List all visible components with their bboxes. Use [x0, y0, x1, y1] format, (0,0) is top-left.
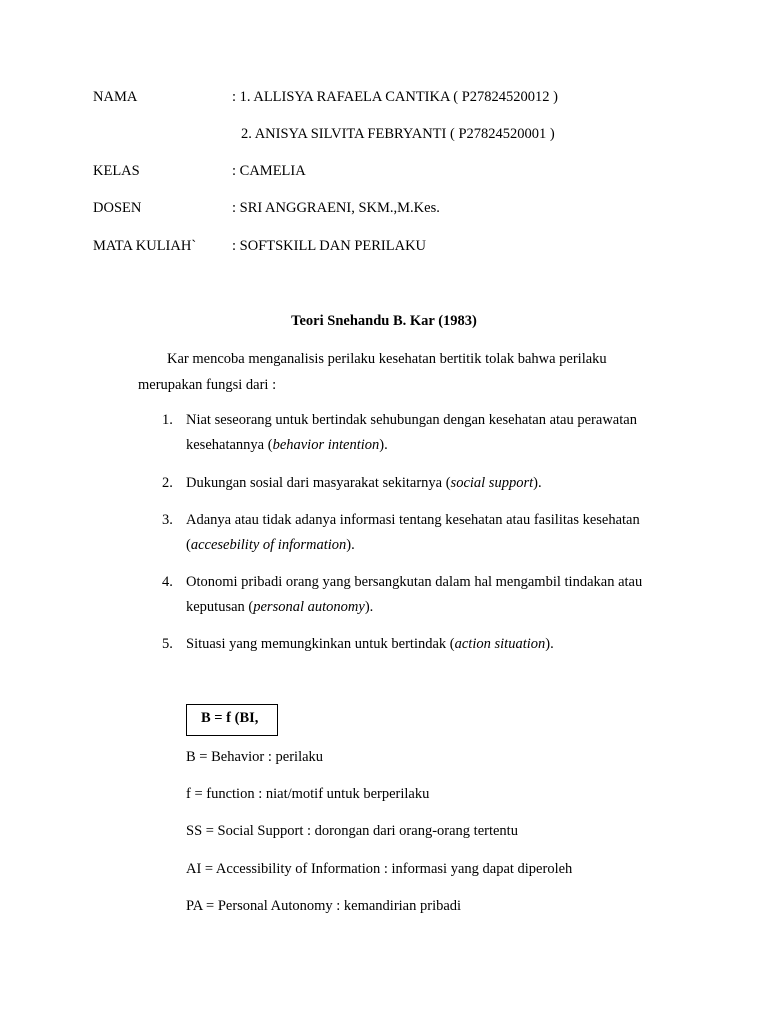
- list-text: [186, 508, 681, 558]
- list-number: 4.: [162, 574, 173, 590]
- list-text-italic: behavior intention: [272, 437, 380, 453]
- mata-kuliah-label: MATA KULIAH`: [93, 238, 197, 254]
- list-number: 5.: [162, 636, 173, 652]
- list-text-after: ).: [379, 437, 388, 453]
- list-text-italic: accesebility of information: [190, 537, 347, 553]
- list-text-after: ).: [346, 537, 355, 553]
- section-title: Teori Snehandu B. Kar (1983): [291, 313, 477, 329]
- nama-value-2: 2. ANISYA SILVITA FEBRYANTI ( P27824520001 ): [241, 126, 555, 142]
- list-text-italic: personal autonomy: [253, 599, 365, 615]
- list-number: 1.: [162, 412, 173, 428]
- list-text-before: Adanya atau tidak adanya informasi tentang kesehatan atau fasilitas kesehatan (: [186, 512, 640, 553]
- formula-box: B = f (BI,: [186, 704, 278, 736]
- list-text-before: Niat seseorang untuk bertindak sehubungan dengan kesehatan atau perawatan kesehatannya (: [186, 412, 637, 453]
- list-number: 2.: [162, 475, 173, 491]
- list-text: [186, 570, 681, 620]
- list-text-before: Otonomi pribadi orang yang bersangkutan dalam hal mengambil tindakan atau keputusan (: [186, 574, 643, 615]
- definition-row: SS = Social Support : dorongan dari orang-orang tertentu: [186, 823, 518, 839]
- kelas-label: KELAS: [93, 163, 140, 179]
- list-text-after: ).: [364, 599, 374, 615]
- definition-row: AI = Accessibility of Information : informasi yang dapat diperoleh: [186, 861, 573, 877]
- list-text-italic: social support: [450, 475, 534, 491]
- list-text: [186, 408, 681, 458]
- mata-kuliah-value: : SOFTSKILL DAN PERILAKU: [232, 238, 427, 254]
- definition-row: B = Behavior : perilaku: [186, 749, 324, 765]
- list-text: [186, 632, 681, 657]
- intro-line-2: merupakan fungsi dari :: [138, 377, 277, 393]
- definition-row: f = function : niat/motif untuk berperilaku: [186, 786, 430, 802]
- intro-line-1: Kar mencoba menganalisis perilaku kesehatan bertitik tolak bahwa perilaku: [167, 351, 607, 367]
- intro-paragraph: [138, 346, 678, 398]
- list-text-after: ).: [533, 475, 542, 491]
- list-text-after: ).: [545, 636, 554, 652]
- dosen-value: : SRI ANGGRAENI, SKM.,M.Kes.: [232, 200, 440, 216]
- nama-label: NAMA: [93, 89, 138, 105]
- list-text-before: Situasi yang memungkinkan untuk bertindak (: [186, 636, 455, 652]
- definition-row: PA = Personal Autonomy : kemandirian pribadi: [186, 898, 462, 914]
- dosen-label: DOSEN: [93, 200, 142, 216]
- nama-value-1: : 1. ALLISYA RAFAELA CANTIKA ( P27824520012 ): [232, 89, 558, 105]
- list-text-italic: action situation: [454, 636, 546, 652]
- list-text-before: Dukungan sosial dari masyarakat sekitarnya (: [186, 475, 451, 491]
- kelas-value: : CAMELIA: [232, 163, 306, 179]
- list-number: 3.: [162, 512, 173, 528]
- list-text: [186, 471, 681, 496]
